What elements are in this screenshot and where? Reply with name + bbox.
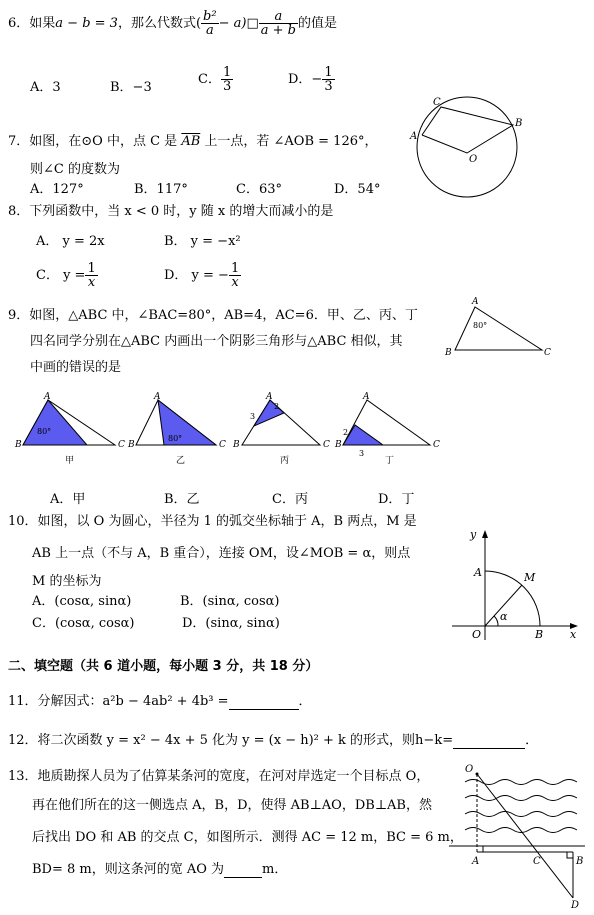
q6-option-b: B．−3 bbox=[110, 80, 152, 95]
q9-line3: 中画的错误的是 bbox=[30, 360, 122, 375]
q10-option-c: C．(cosα, cosα) bbox=[32, 616, 135, 631]
svg-text:A: A bbox=[154, 392, 161, 402]
svg-text:α: α bbox=[500, 610, 508, 623]
svg-text:乙: 乙 bbox=[176, 456, 186, 466]
svg-text:O: O bbox=[469, 154, 478, 165]
svg-text:O: O bbox=[472, 628, 482, 641]
q7-line1: 7．如图，在⊙O 中，点 C 是 $\overline{AB}$ 上一点，若 ∠AOB = 126°， bbox=[8, 134, 378, 149]
q6-stem: 6．如果a − b = 3，那么代数式( $\frac{\text{b²}}{a}$ − a)□ $\frac{a}{a + b}$ 的值是 bbox=[8, 9, 337, 38]
svg-text:B: B bbox=[576, 856, 584, 867]
q6-option-d: D．− $\frac{1}{3}$ bbox=[288, 65, 333, 94]
svg-text:B: B bbox=[128, 440, 135, 450]
svg-text:A: A bbox=[410, 131, 418, 142]
q8-stem: 8．下列函数中，当 x < 0 时，y 随 x 的增大而减小的是 bbox=[8, 204, 334, 219]
svg-text:C: C bbox=[433, 440, 440, 450]
section-title: 二、填空题（共 6 道小题，每小题 3 分，共 18 分） bbox=[8, 659, 319, 674]
q9-figure-bing bbox=[232, 390, 332, 470]
svg-text:丙: 丙 bbox=[280, 456, 290, 466]
q11-stem: 11．分解因式：a²b − 4ab² + 4b³ = ． bbox=[8, 694, 312, 709]
svg-text:C: C bbox=[533, 856, 541, 867]
svg-text:B: B bbox=[445, 348, 452, 358]
svg-text:2: 2 bbox=[274, 402, 280, 411]
q9-line1: 9．如图，△ABC 中，∠BAC=80°，AB=4，AC=6．甲、乙、丙、丁 bbox=[8, 308, 418, 323]
q10-line1: 10．如图，以 O 为圆心，半径为 1 的弧交坐标轴于 A，B 两点，M 是 bbox=[8, 514, 417, 529]
svg-text:C: C bbox=[323, 440, 330, 450]
svg-text:x: x bbox=[570, 628, 577, 641]
svg-text:O: O bbox=[465, 764, 474, 775]
svg-text:80°: 80° bbox=[37, 427, 52, 436]
svg-text:A: A bbox=[472, 297, 479, 307]
q6-option-a: A．3 bbox=[30, 80, 61, 95]
q7-option-d: D．54° bbox=[334, 182, 381, 197]
q9-figure-ding bbox=[335, 390, 445, 470]
svg-text:y: y bbox=[470, 528, 477, 541]
q13-river-figure bbox=[445, 760, 590, 910]
q9-figure-yi bbox=[128, 390, 238, 470]
q10-arc-figure bbox=[450, 528, 580, 643]
svg-text:甲: 甲 bbox=[65, 456, 75, 466]
q9-main-triangle bbox=[440, 295, 555, 365]
q7-circle-figure bbox=[405, 95, 525, 205]
q9-line2: 四名同学分别在△ABC 内画出一个阴影三角形与△ABC 相似，其 bbox=[30, 334, 403, 349]
svg-text:丁: 丁 bbox=[385, 456, 395, 466]
svg-text:B: B bbox=[15, 440, 22, 450]
svg-text:3: 3 bbox=[250, 412, 256, 421]
svg-text:B: B bbox=[335, 440, 342, 450]
svg-text:M: M bbox=[524, 571, 536, 584]
q7-option-a: A．127° bbox=[30, 182, 84, 197]
q9-option-b: B．乙 bbox=[164, 492, 200, 507]
q13-line3: 后找出 DO 和 AB 的交点 C，如图所示．测得 AC = 12 m，BC = 6 m， bbox=[32, 830, 463, 845]
svg-text:C: C bbox=[118, 440, 125, 450]
q8-option-a: A． y = 2x bbox=[36, 234, 105, 249]
svg-text:A: A bbox=[363, 392, 370, 402]
svg-text:2: 2 bbox=[343, 428, 349, 437]
svg-text:B: B bbox=[535, 628, 544, 641]
svg-text:C: C bbox=[219, 440, 226, 450]
q13-line4: BD= 8 m，则这条河的宽 AO 为 m． bbox=[32, 862, 288, 877]
q8-option-b: B． y = −x² bbox=[164, 234, 241, 249]
q8-option-c: C． y = $\frac{1}{x}$ bbox=[36, 261, 96, 290]
svg-text:3: 3 bbox=[359, 449, 365, 458]
svg-text:D: D bbox=[571, 900, 580, 911]
q10-line2: AB 上一点（不与 A，B 重合），连接 OM，设∠MOB = α，则点 bbox=[32, 546, 411, 561]
svg-text:80°: 80° bbox=[473, 321, 488, 330]
q9-figure-jia bbox=[15, 390, 125, 470]
q10-option-d: D．(sinα, sinα) bbox=[182, 616, 280, 631]
q7-option-b: B．117° bbox=[134, 182, 188, 197]
q10-option-a: A．(cosα, sinα) bbox=[32, 594, 132, 609]
svg-text:A: A bbox=[44, 392, 51, 402]
svg-text:A: A bbox=[474, 566, 482, 579]
q12-stem: 12．将二次函数 y = x² − 4x + 5 化为 y = (x − h)² + k 的形式，则h−k= ． bbox=[8, 733, 539, 748]
svg-text:B: B bbox=[515, 118, 523, 129]
q9-option-d: D．丁 bbox=[378, 492, 415, 507]
q9-option-a: A．甲 bbox=[50, 492, 86, 507]
svg-text:B: B bbox=[233, 440, 240, 450]
q9-option-c: C．丙 bbox=[272, 492, 308, 507]
q7-line2: 则∠C 的度数为 bbox=[30, 162, 120, 177]
q10-line3: M 的坐标为 bbox=[32, 574, 102, 589]
svg-text:A: A bbox=[472, 856, 480, 867]
svg-text:A: A bbox=[266, 392, 273, 402]
q13-line2: 再在他们所在的这一侧选点 A，B，D，使得 AB⊥AO，DB⊥AB，然 bbox=[32, 798, 432, 813]
q10-option-b: B．(sinα, cosα) bbox=[180, 594, 280, 609]
q8-option-d: D． y = − $\frac{1}{x}$ bbox=[164, 261, 240, 290]
q7-option-c: C．63° bbox=[236, 182, 282, 197]
svg-text:80°: 80° bbox=[168, 434, 183, 443]
q13-line1: 13．地质勘探人员为了估算某条河的宽度，在河对岸选定一个目标点 O， bbox=[8, 769, 430, 784]
svg-text:C: C bbox=[544, 348, 551, 358]
q6-option-c: C． $\frac{1}{3}$ bbox=[198, 65, 232, 94]
svg-text:C: C bbox=[433, 97, 441, 108]
